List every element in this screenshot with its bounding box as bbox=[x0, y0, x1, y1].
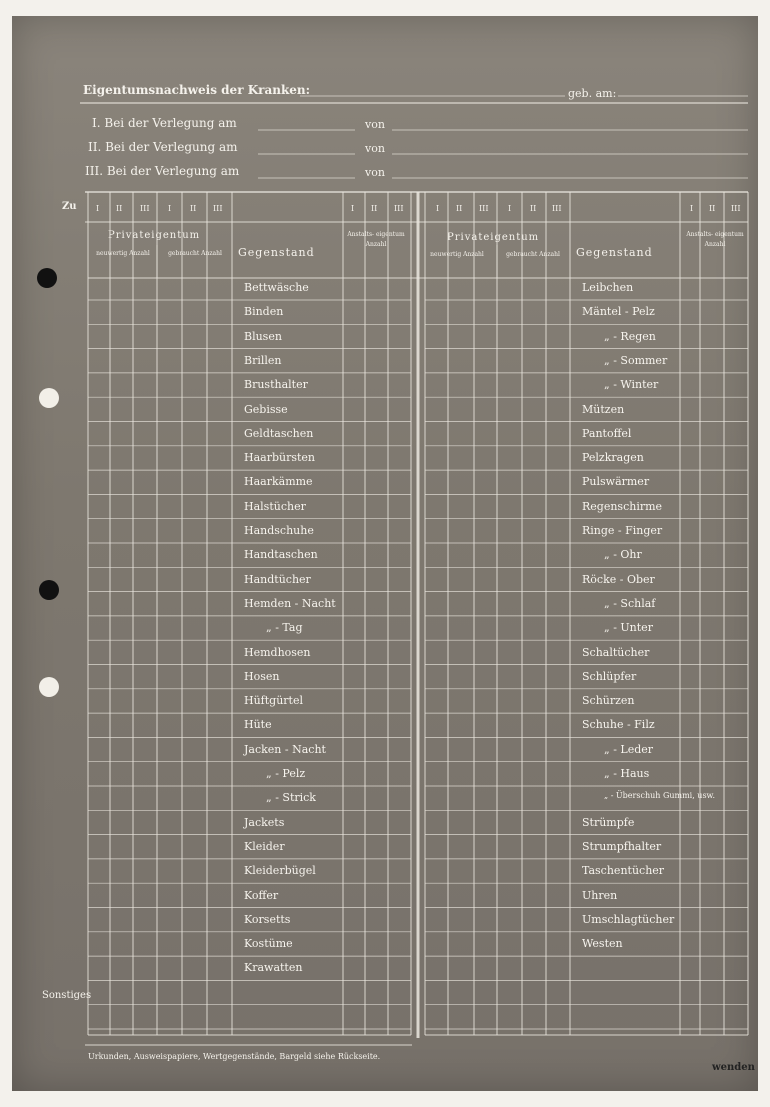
roman-left-inst-3: III bbox=[394, 204, 404, 213]
item-label: Leibchen bbox=[582, 281, 634, 294]
item-label: Jacken - Nacht bbox=[244, 742, 326, 756]
roman-right-new-2: II bbox=[456, 204, 463, 213]
roman-right-used-1: I bbox=[508, 204, 512, 213]
item-label-right: Gegenstand bbox=[576, 246, 653, 259]
roman-left-new-1: I bbox=[96, 204, 100, 213]
used-count-label-right: gebraucht Anzahl bbox=[506, 251, 560, 258]
item-label: Handschuhe bbox=[244, 524, 314, 537]
item-label: Strümpfe bbox=[582, 815, 635, 829]
roman-right-new-3: III bbox=[479, 204, 489, 213]
item-label: „ - Sommer bbox=[604, 353, 668, 367]
roman-left-used-2: II bbox=[190, 204, 197, 213]
item-label: „ - Regen bbox=[604, 329, 656, 343]
item-label: Westen bbox=[582, 937, 623, 951]
item-label: Haarkämme bbox=[244, 475, 313, 489]
roman-left-inst-1: I bbox=[351, 204, 355, 213]
transfer-3-label: III. Bei der Verlegung am bbox=[85, 164, 240, 178]
roman-left-used-1: I bbox=[168, 204, 172, 213]
item-label: „ - Winter bbox=[604, 378, 659, 392]
item-label: „ - Überschuh Gummi, usw. bbox=[604, 791, 715, 801]
item-label: Schlüpfer bbox=[582, 669, 637, 683]
roman-right-inst-1: I bbox=[690, 204, 694, 213]
item-label: Mäntel - Pelz bbox=[582, 305, 655, 319]
zu-label: Zu bbox=[62, 201, 77, 212]
item-label: Brillen bbox=[244, 353, 282, 367]
form-title: Eigentumsnachweis der Kranken: bbox=[83, 83, 311, 97]
item-label: Gebisse bbox=[244, 402, 288, 416]
transfer-3-from: von bbox=[365, 166, 385, 179]
footer-note: Urkunden, Ausweispapiere, Wertgegenstände, Bargeld siehe Rückseite. bbox=[88, 1052, 381, 1061]
item-label: Korsetts bbox=[244, 912, 291, 926]
private-label-right: Privateigentum bbox=[447, 232, 540, 243]
item-label: Halstücher bbox=[244, 499, 306, 513]
item-label: „ - Ohr bbox=[604, 548, 642, 562]
roman-left-new-2: II bbox=[116, 204, 123, 213]
item-label: „ - Tag bbox=[266, 621, 303, 635]
institution-label-left: Anstalts- eigentum Anzahl bbox=[347, 231, 405, 248]
item-label: Hemdhosen bbox=[244, 645, 311, 659]
item-label: Jackets bbox=[244, 815, 285, 829]
other-label: Sonstiges bbox=[42, 990, 92, 1001]
item-label: Hüftgürtel bbox=[244, 694, 304, 708]
item-label: „ - Leder bbox=[604, 742, 654, 756]
item-label: Uhren bbox=[582, 888, 618, 902]
turn-label: wenden bbox=[712, 1062, 755, 1073]
roman-left-inst-2: II bbox=[371, 204, 378, 213]
item-label: Krawatten bbox=[244, 961, 303, 975]
item-label: Pulswärmer bbox=[582, 475, 650, 489]
item-label: Hemden - Nacht bbox=[244, 596, 336, 610]
item-label: Ringe - Finger bbox=[582, 524, 663, 537]
item-label: Brusthalter bbox=[244, 378, 308, 392]
item-label: Röcke - Ober bbox=[582, 572, 655, 586]
item-label: Pelzkragen bbox=[582, 451, 644, 465]
item-label: Geldtaschen bbox=[244, 426, 314, 440]
item-label: Koffer bbox=[244, 888, 279, 902]
roman-right-used-3: III bbox=[552, 204, 562, 213]
item-label: Regenschirme bbox=[582, 499, 663, 513]
born-label: geb. am: bbox=[568, 87, 617, 100]
new-count-label-right: neuwertig Anzahl bbox=[430, 251, 484, 258]
used-count-label-left: gebraucht Anzahl bbox=[168, 250, 222, 257]
item-label: Kleider bbox=[244, 839, 285, 853]
item-label: Umschlagtücher bbox=[582, 912, 675, 926]
item-label: „ - Strick bbox=[266, 791, 316, 805]
roman-right-new-1: I bbox=[436, 204, 440, 213]
item-label: Hüte bbox=[244, 718, 272, 732]
new-count-label-left: neuwertig Anzahl bbox=[96, 250, 150, 257]
item-label: Binden bbox=[244, 305, 284, 319]
item-label: Hosen bbox=[244, 669, 280, 683]
private-label-left: Privateigentum bbox=[108, 230, 201, 241]
roman-right-inst-2: II bbox=[709, 204, 716, 213]
item-label: Strumpfhalter bbox=[582, 839, 662, 853]
item-label: „ - Schlaf bbox=[604, 596, 656, 610]
roman-left-used-3: III bbox=[213, 204, 223, 213]
item-label-left: Gegenstand bbox=[238, 246, 315, 259]
item-label: Handtücher bbox=[244, 572, 311, 586]
item-label: „ - Unter bbox=[604, 621, 653, 635]
transfer-2-label: II. Bei der Verlegung am bbox=[88, 140, 238, 154]
transfer-1-label: I. Bei der Verlegung am bbox=[92, 116, 237, 130]
item-label: Pantoffel bbox=[582, 426, 632, 440]
item-label: Taschentücher bbox=[582, 864, 665, 878]
institution-label-right: Anstalts- eigentum Anzahl bbox=[686, 231, 744, 248]
item-label: Schaltücher bbox=[582, 645, 650, 659]
item-label: Mützen bbox=[582, 402, 625, 416]
item-label: Kleiderbügel bbox=[244, 864, 316, 878]
item-label: Bettwäsche bbox=[244, 281, 309, 294]
item-label: Handtaschen bbox=[244, 548, 318, 562]
item-label: Schuhe - Filz bbox=[582, 718, 655, 732]
transfer-2-from: von bbox=[365, 142, 385, 155]
item-label: Haarbürsten bbox=[244, 451, 316, 465]
item-label: „ - Haus bbox=[604, 767, 650, 780]
item-label: Schürzen bbox=[582, 694, 635, 708]
item-label: Blusen bbox=[244, 329, 282, 343]
roman-right-used-2: II bbox=[530, 204, 537, 213]
transfer-1-from: von bbox=[365, 118, 385, 131]
item-label: „ - Pelz bbox=[266, 767, 306, 780]
item-label: Kostüme bbox=[244, 937, 293, 951]
roman-left-new-3: III bbox=[140, 204, 150, 213]
roman-right-inst-3: III bbox=[731, 204, 741, 213]
